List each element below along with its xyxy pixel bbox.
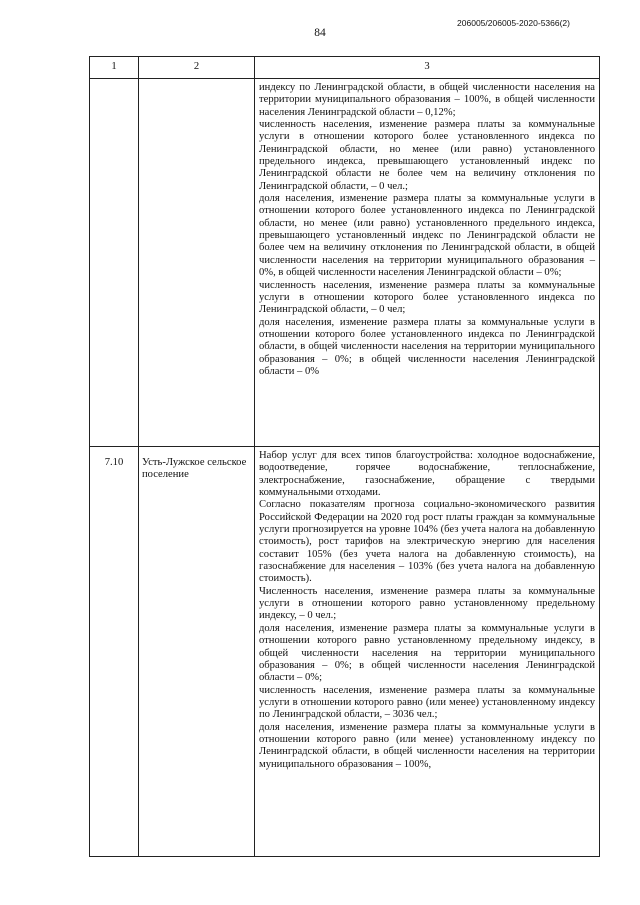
content-paragraph: Согласно показателям прогноза социально-экономического развития Российской Федерации на 2020 год рост платы граждан за коммунальные услуги прогнозируется на уровне 104% (без учета налога на добавленную стоимость), рост тарифов на электрическую энергию для населения составит 105% (без учета налога на добавленную стоимость), на газоснабжение для населения – 103% (без учета налога на добавленную стоимость). xyxy=(259,499,595,585)
row-number xyxy=(90,79,139,447)
content-paragraph: доля населения, изменение размера платы за коммунальные услуги в отношении которого более установленного индекса по Ленинградской области, но менее (или равно) установленного предельного индекса, превышающего установленный индекс по Ленинградской области не более чем на величину отклонения по Ленинградской области, в общей численности населения на территории муниципального образования – 0%, в общей численности населения Ленинградской области – 0%; xyxy=(259,193,595,279)
settlement-name: Усть-Лужское сельское поселение xyxy=(139,447,255,857)
content-paragraph: Численность населения, изменение размера платы за коммунальные услуги в отношении которого равно установленному предельному индексу, – 0 чел.; xyxy=(259,585,595,622)
page-number: 84 xyxy=(314,27,326,39)
settlement-name xyxy=(139,79,255,447)
content-paragraph: доля населения, изменение размера платы за коммунальные услуги в отношении которого равно (или менее) установленному индексу по Ленинградской области, в общей численности населения на территории муниципального образования – 100%, xyxy=(259,721,595,770)
content-paragraph: численность населения, изменение размера платы за коммунальные услуги в отношении которого равно (или менее) установленному индексу по Ленинградской области, – 3036 чел.; xyxy=(259,684,595,721)
document-id: 206005/206005-2020-5366(2) xyxy=(457,18,570,28)
column-header-3: 3 xyxy=(255,57,600,79)
content-paragraph: доля населения, изменение размера платы за коммунальные услуги в отношении которого равно установленному предельному индексу, в общей численности населения на территории муниципального образования – 0%; в общей численности населения Ленинградской области – 0%; xyxy=(259,622,595,684)
content-paragraph: численность населения, изменение размера платы за коммунальные услуги в отношении которого более установленного индекса по Ленинградской области, – 0 чел; xyxy=(259,279,595,316)
row-content xyxy=(255,447,600,857)
content-paragraph: Набор услуг для всех типов благоустройства: холодное водоснабжение, водоотведение, горячее водоснабжение, теплоснабжение, электроснабжение, газоснабжение, обращение с твердыми коммунальными отходами. xyxy=(259,450,595,499)
table-row xyxy=(90,79,600,447)
content-paragraph: численность населения, изменение размера платы за коммунальные услуги в отношении которого более установленного индекса по Ленинградской области, но менее (или равно) установленного предельного индекса, превышающего установленный индекс по Ленинградской области не более чем на величину отклонения по Ленинградской области, – 0 чел.; xyxy=(259,119,595,192)
column-header-2: 2 xyxy=(139,57,255,79)
table-row xyxy=(90,447,600,857)
content-paragraph: доля населения, изменение размера платы за коммунальные услуги в отношении которого более установленного индекса по Ленинградской области, в общей численности населения на территории муниципального образования – 0%; в общей численности населения Ленинградской области – 0% xyxy=(259,316,595,377)
data-table xyxy=(89,56,600,857)
row-content xyxy=(255,79,600,447)
column-header-1: 1 xyxy=(90,57,139,79)
table-header-row xyxy=(90,57,600,79)
row-number: 7.10 xyxy=(90,447,139,857)
content-paragraph: индексу по Ленинградской области, в общей численности населения на территории муниципального образования – 100%, в общей численности населения Ленинградской области – 0,12%; xyxy=(259,82,595,118)
